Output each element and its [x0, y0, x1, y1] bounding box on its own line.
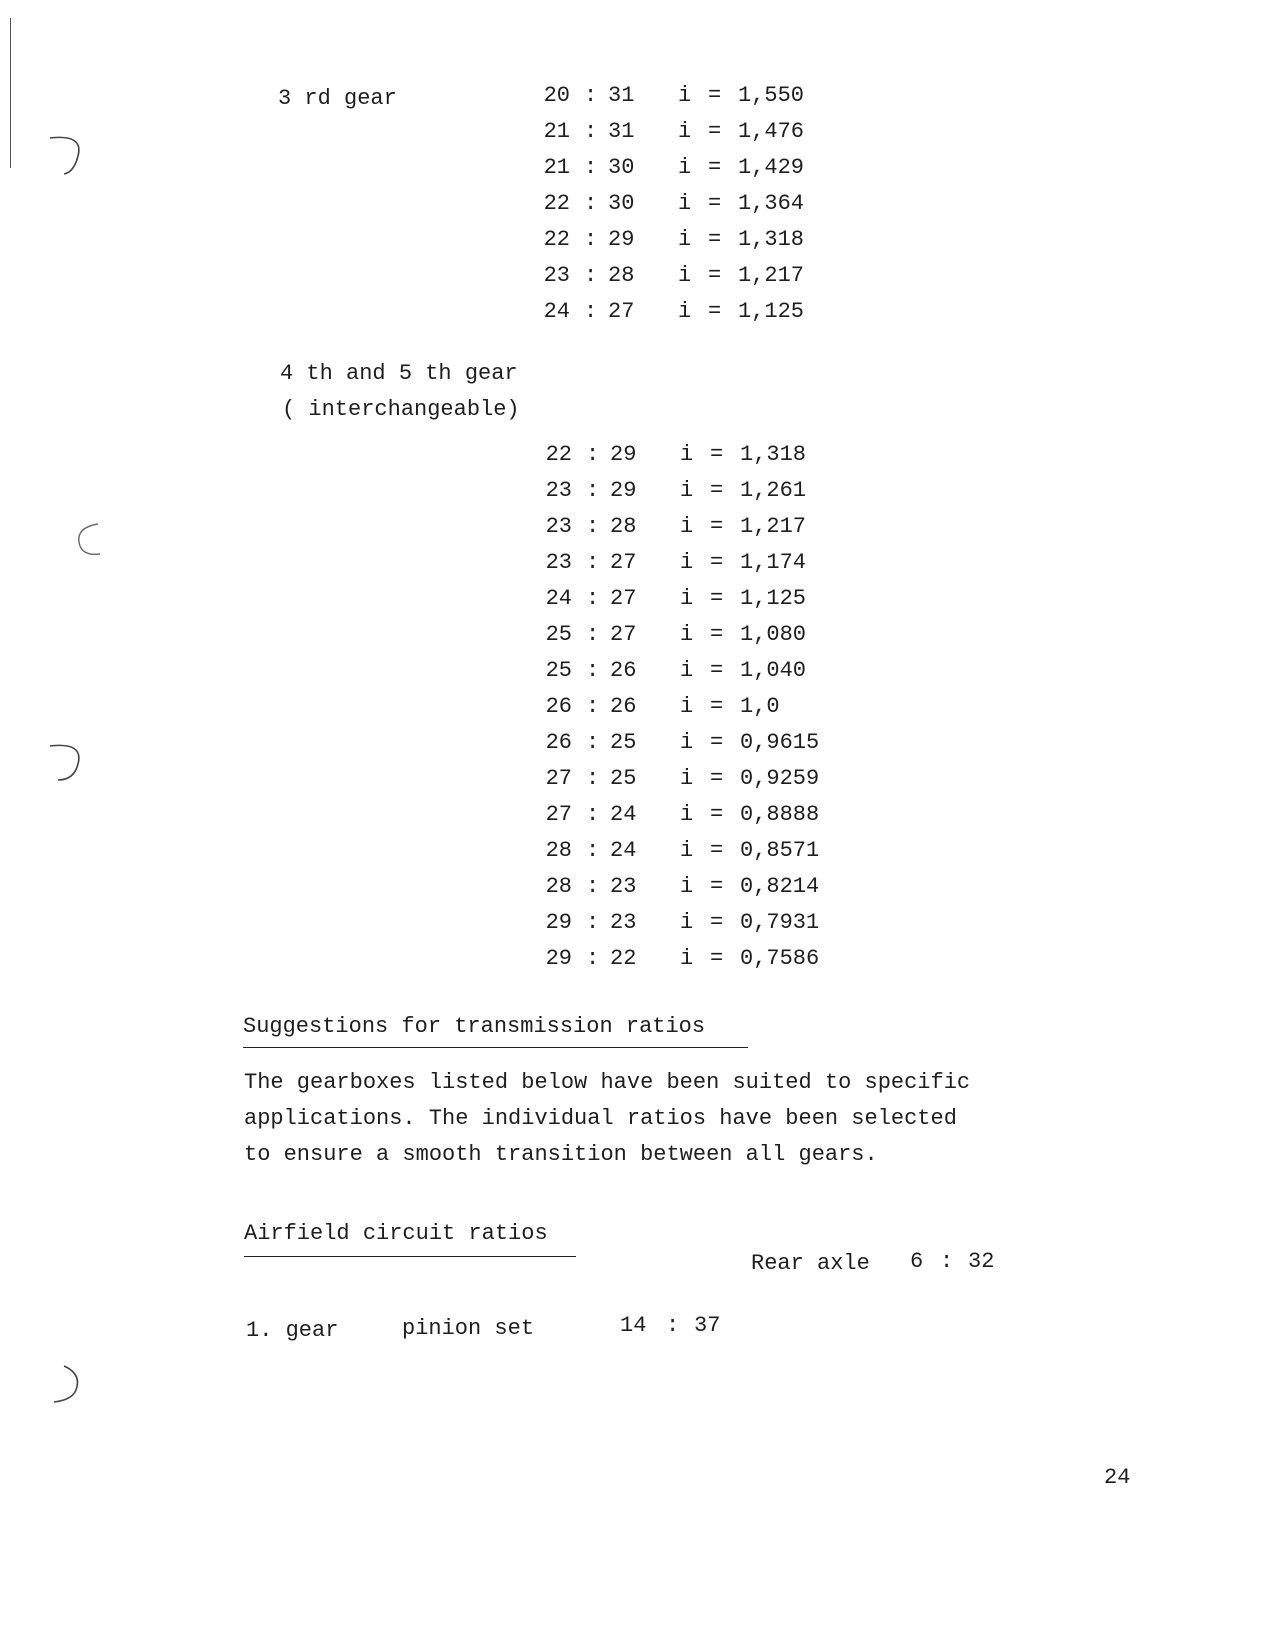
- ratio-symbol: i: [680, 694, 694, 719]
- ratio-value: 1,364: [738, 191, 805, 216]
- suggestions-line-2: applications. The individual ratios have been selected: [244, 1106, 957, 1131]
- ratio-teeth-a: 28: [545, 838, 572, 863]
- ratio-teeth-a: 22: [543, 227, 570, 252]
- ratio-colon: :: [586, 586, 600, 611]
- ratio-symbol: i: [678, 263, 692, 288]
- ratio-teeth-a: 22: [545, 442, 572, 467]
- ratio-value: 1,125: [738, 299, 805, 324]
- airfield-underline: [244, 1256, 576, 1257]
- ratio-teeth-b: 24: [610, 802, 637, 827]
- ratio-symbol: i: [680, 874, 694, 899]
- ratio-teeth-b: 26: [610, 658, 637, 683]
- ratio-colon: :: [586, 658, 600, 683]
- ratio-equals: =: [708, 227, 722, 252]
- ratio-teeth-a: 24: [545, 586, 572, 611]
- ratio-equals: =: [708, 119, 722, 144]
- ratio-teeth-b: 25: [610, 766, 637, 791]
- ratio-teeth-a: 28: [545, 874, 572, 899]
- ratio-teeth-a: 21: [543, 119, 570, 144]
- ratio-symbol: i: [678, 83, 692, 108]
- ratio-colon: :: [584, 119, 598, 144]
- ratio-symbol: i: [680, 550, 694, 575]
- ratio-value: 1,429: [738, 155, 805, 180]
- punch-hole-mark: [70, 520, 116, 566]
- ratio-equals: =: [708, 155, 722, 180]
- ratio-value: 0,8888: [740, 802, 820, 827]
- ratio-symbol: i: [680, 802, 694, 827]
- ratio-colon: :: [586, 874, 600, 899]
- punch-hole-mark: [44, 1362, 90, 1408]
- ratio-symbol: i: [680, 910, 694, 935]
- ratio-teeth-b: 27: [610, 550, 637, 575]
- ratio-value: 1,550: [738, 83, 805, 108]
- pinion-colon: :: [666, 1313, 680, 1338]
- ratio-value: 1,0: [740, 694, 780, 719]
- ratio-teeth-a: 27: [545, 802, 572, 827]
- ratio-value: 1,217: [738, 263, 805, 288]
- ratio-value: 0,9259: [740, 766, 820, 791]
- ratio-teeth-a: 21: [543, 155, 570, 180]
- rear-axle-label: Rear axle: [751, 1251, 870, 1276]
- ratio-colon: :: [584, 263, 598, 288]
- ratio-value: 0,7931: [740, 910, 820, 935]
- ratio-value: 1,080: [740, 622, 807, 647]
- ratio-colon: :: [586, 550, 600, 575]
- rear-axle-colon: :: [940, 1249, 954, 1274]
- rear-axle-teeth-a: 6: [910, 1249, 924, 1274]
- ratio-value: 0,7586: [740, 946, 820, 971]
- ratio-symbol: i: [680, 622, 694, 647]
- punch-hole-mark: [44, 740, 90, 786]
- ratio-equals: =: [710, 946, 724, 971]
- ratio-value: 1,174: [740, 550, 807, 575]
- ratio-teeth-a: 29: [545, 910, 572, 935]
- ratio-teeth-b: 29: [610, 478, 637, 503]
- ratio-colon: :: [584, 155, 598, 180]
- ratio-equals: =: [708, 299, 722, 324]
- fourth-fifth-gear-label: 4 th and 5 th gear: [280, 361, 518, 386]
- ratio-teeth-a: 26: [545, 730, 572, 755]
- ratio-equals: =: [710, 694, 724, 719]
- ratio-symbol: i: [680, 478, 694, 503]
- ratio-value: 0,9615: [740, 730, 820, 755]
- ratio-teeth-a: 23: [543, 263, 570, 288]
- ratio-value: 1,040: [740, 658, 807, 683]
- page-number: 24: [1104, 1465, 1131, 1490]
- ratio-teeth-a: 24: [543, 299, 570, 324]
- margin-line: [10, 18, 11, 168]
- ratio-teeth-a: 23: [545, 514, 572, 539]
- ratio-equals: =: [710, 802, 724, 827]
- ratio-value: 1,217: [740, 514, 807, 539]
- ratio-teeth-a: 23: [545, 478, 572, 503]
- pinion-set-label: pinion set: [402, 1316, 535, 1341]
- ratio-equals: =: [708, 191, 722, 216]
- ratio-colon: :: [586, 622, 600, 647]
- ratio-teeth-a: 25: [545, 622, 572, 647]
- ratio-teeth-a: 25: [545, 658, 572, 683]
- ratio-colon: :: [586, 694, 600, 719]
- ratio-teeth-b: 23: [610, 910, 637, 935]
- ratio-value: 1,318: [740, 442, 807, 467]
- ratio-teeth-b: 29: [610, 442, 637, 467]
- airfield-heading: Airfield circuit ratios: [244, 1221, 548, 1246]
- ratio-colon: :: [584, 83, 598, 108]
- ratio-colon: :: [586, 730, 600, 755]
- ratio-value: 0,8214: [740, 874, 820, 899]
- ratio-equals: =: [708, 83, 722, 108]
- ratio-colon: :: [584, 227, 598, 252]
- ratio-value: 1,318: [738, 227, 805, 252]
- ratio-colon: :: [586, 946, 600, 971]
- ratio-equals: =: [710, 910, 724, 935]
- ratio-equals: =: [710, 550, 724, 575]
- ratio-equals: =: [710, 658, 724, 683]
- ratio-teeth-b: 27: [610, 622, 637, 647]
- ratio-colon: :: [586, 910, 600, 935]
- ratio-symbol: i: [680, 658, 694, 683]
- ratio-colon: :: [584, 299, 598, 324]
- ratio-value: 1,261: [740, 478, 807, 503]
- ratio-symbol: i: [680, 946, 694, 971]
- ratio-colon: :: [586, 802, 600, 827]
- ratio-symbol: i: [680, 730, 694, 755]
- ratio-value: 1,476: [738, 119, 805, 144]
- suggestions-heading: Suggestions for transmission ratios: [243, 1014, 706, 1039]
- ratio-teeth-a: 22: [543, 191, 570, 216]
- ratio-teeth-a: 23: [545, 550, 572, 575]
- ratio-symbol: i: [680, 442, 694, 467]
- ratio-teeth-b: 25: [610, 730, 637, 755]
- ratio-teeth-b: 28: [610, 514, 637, 539]
- ratio-teeth-a: 27: [545, 766, 572, 791]
- ratio-colon: :: [586, 838, 600, 863]
- ratio-equals: =: [710, 514, 724, 539]
- ratio-teeth-b: 23: [610, 874, 637, 899]
- ratio-symbol: i: [680, 586, 694, 611]
- ratio-equals: =: [710, 478, 724, 503]
- ratio-equals: =: [710, 586, 724, 611]
- ratio-symbol: i: [678, 227, 692, 252]
- ratio-teeth-b: 30: [608, 155, 635, 180]
- ratio-teeth-b: 31: [608, 119, 635, 144]
- interchangeable-note: ( interchangeable): [282, 397, 520, 422]
- ratio-colon: :: [586, 442, 600, 467]
- third-gear-label: 3 rd gear: [278, 86, 397, 111]
- ratio-symbol: i: [680, 766, 694, 791]
- punch-hole-mark: [44, 132, 90, 178]
- ratio-teeth-b: 27: [608, 299, 635, 324]
- ratio-symbol: i: [678, 119, 692, 144]
- suggestions-line-1: The gearboxes listed below have been suited to specific: [244, 1070, 971, 1095]
- ratio-teeth-b: 28: [608, 263, 635, 288]
- ratio-teeth-b: 22: [610, 946, 637, 971]
- ratio-teeth-a: 26: [545, 694, 572, 719]
- rear-axle-teeth-b: 32: [968, 1249, 995, 1274]
- ratio-equals: =: [710, 730, 724, 755]
- suggestions-underline: [243, 1047, 748, 1048]
- ratio-teeth-b: 29: [608, 227, 635, 252]
- ratio-symbol: i: [678, 299, 692, 324]
- pinion-teeth-b: 37: [694, 1313, 721, 1338]
- ratio-teeth-a: 29: [545, 946, 572, 971]
- ratio-teeth-b: 30: [608, 191, 635, 216]
- ratio-teeth-b: 31: [608, 83, 635, 108]
- ratio-symbol: i: [680, 838, 694, 863]
- ratio-colon: :: [584, 191, 598, 216]
- pinion-teeth-a: 14: [620, 1313, 647, 1338]
- ratio-equals: =: [708, 263, 722, 288]
- ratio-teeth-b: 27: [610, 586, 637, 611]
- ratio-teeth-b: 24: [610, 838, 637, 863]
- ratio-equals: =: [710, 838, 724, 863]
- ratio-teeth-b: 26: [610, 694, 637, 719]
- ratio-colon: :: [586, 514, 600, 539]
- ratio-colon: :: [586, 766, 600, 791]
- ratio-symbol: i: [680, 514, 694, 539]
- ratio-value: 0,8571: [740, 838, 820, 863]
- suggestions-line-3: to ensure a smooth transition between all gears.: [244, 1142, 878, 1167]
- ratio-equals: =: [710, 766, 724, 791]
- ratio-value: 1,125: [740, 586, 807, 611]
- ratio-colon: :: [586, 478, 600, 503]
- ratio-symbol: i: [678, 191, 692, 216]
- ratio-equals: =: [710, 442, 724, 467]
- first-gear-label: 1. gear: [246, 1318, 339, 1343]
- ratio-symbol: i: [678, 155, 692, 180]
- ratio-teeth-a: 20: [543, 83, 570, 108]
- ratio-equals: =: [710, 874, 724, 899]
- ratio-equals: =: [710, 622, 724, 647]
